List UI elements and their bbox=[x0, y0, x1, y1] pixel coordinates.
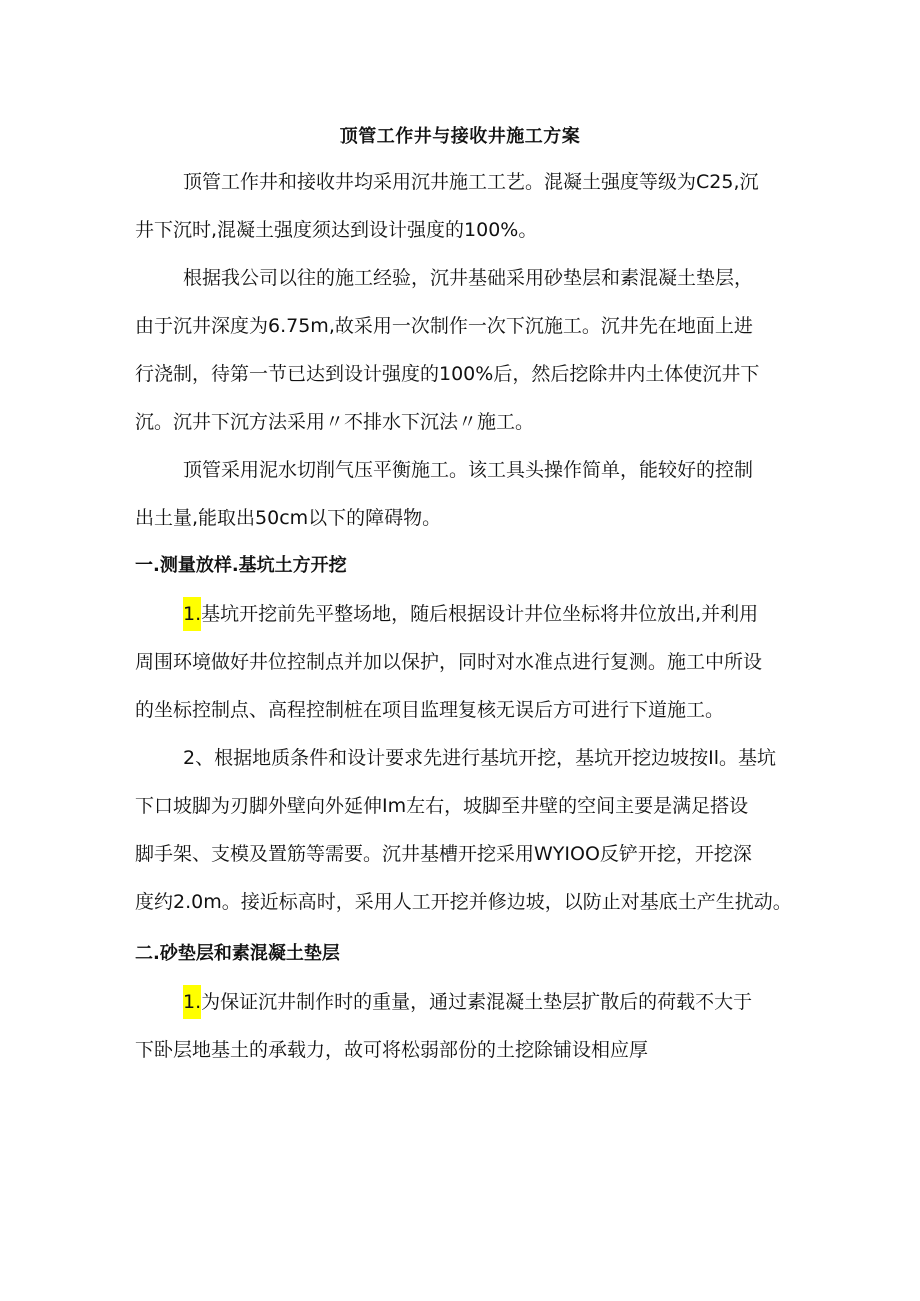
paragraph-line bbox=[183, 990, 752, 1014]
section-heading: 一.测量放样.基坑土方开挖 bbox=[135, 555, 347, 576]
paragraph-line: 下口坡脚为刃脚外壁向外延伸Im左右，坡脚至井壁的空间主要是满足搭设 bbox=[135, 795, 749, 817]
document-title: 顶管工作井与接收井施工方案 bbox=[339, 126, 581, 147]
paragraph-line: 由于沉井深度为6.75m,故采用一次制作一次下沉施工。沉井先在地面上进 bbox=[135, 315, 753, 337]
paragraph-line bbox=[183, 602, 758, 626]
paragraph-text: 基坑开挖前先平整场地，随后根据设计井位坐标将井位放出,并利用 bbox=[201, 603, 759, 625]
paragraph-line: 出土量,能取出50cm以下的障碍物。 bbox=[135, 507, 442, 529]
paragraph-line: 顶管采用泥水切削气压平衡施工。该工具头操作简单，能较好的控制 bbox=[183, 459, 754, 481]
paragraph-line: 顶管工作井和接收井均采用沉井施工工艺。混凝土强度等级为C25,沉 bbox=[183, 171, 759, 193]
highlighted-number: 1. bbox=[183, 985, 201, 1019]
paragraph-line: 2、根据地质条件和设计要求先进行基坑开挖，基坑开挖边坡按Il。基坑 bbox=[183, 747, 776, 769]
paragraph-line: 沉。沉井下沉方法采用〃不排水下沉法〃施工。 bbox=[135, 411, 535, 433]
paragraph-text: 为保证沉井制作时的重量，通过素混凝土垫层扩散后的荷载不大于 bbox=[201, 991, 753, 1013]
paragraph-line: 行浇制，待第一节已达到设计强度的100%后，然后挖除井内土体使沉井下 bbox=[135, 363, 760, 385]
paragraph-line: 下卧层地基土的承载力，故可将松弱部份的土挖除铺设相应厚 bbox=[135, 1039, 649, 1061]
paragraph-line: 度约2.0m。接近标高时，采用人工开挖并修边坡，以防止对基底土产生扰动。 bbox=[135, 891, 792, 913]
highlighted-number: 1. bbox=[183, 597, 201, 631]
paragraph-line: 周围环境做好井位控制点并加以保护，同时对水准点进行复测。施工中所设 bbox=[135, 651, 763, 673]
paragraph-line: 的坐标控制点、高程控制桩在项目监理复核无误后方可进行下道施工。 bbox=[135, 699, 725, 721]
paragraph-line: 井下沉时,混凝土强度须达到设计强度的100%。 bbox=[135, 219, 538, 241]
section-heading: 二.砂垫层和素混凝土垫层 bbox=[135, 943, 340, 964]
paragraph-line: 根据我公司以往的施工经验，沉井基础采用砂垫层和素混凝土垫层， bbox=[183, 267, 754, 289]
paragraph-line: 脚手架、支模及置筋等需要。沉井基槽开挖采用WYIOO反铲开挖，开挖深 bbox=[135, 843, 752, 865]
